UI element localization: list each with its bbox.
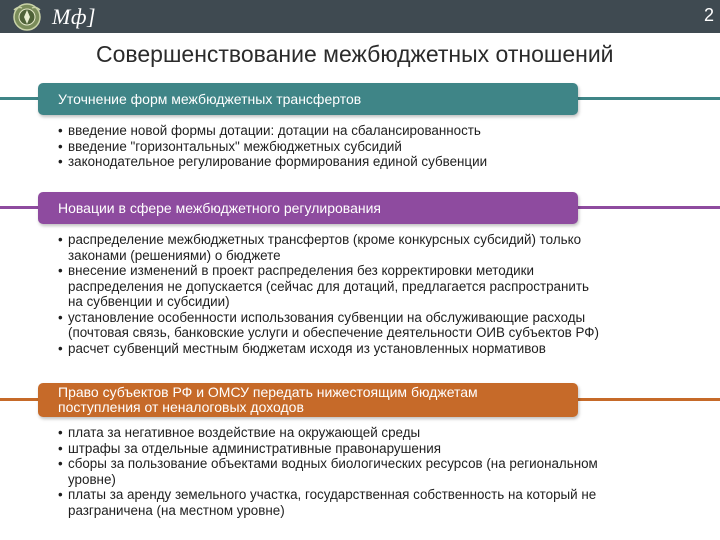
list-item: • законодательное регулирование формирования единой субвенции bbox=[58, 154, 487, 170]
list-item: • введение "горизонтальных" межбюджетных субсидий bbox=[58, 139, 487, 155]
section-heading-line: поступления от неналоговых доходов bbox=[58, 399, 304, 415]
bullet-list bbox=[58, 123, 487, 170]
list-item: • сборы за пользование объектами водных биологических ресурсов (на региональном уровне) bbox=[58, 456, 598, 487]
section-heading-line: Право субъектов РФ и ОМСУ передать нижестоящим бюджетам bbox=[58, 384, 478, 400]
emblem-icon bbox=[10, 2, 44, 32]
list-item: • плата за негативное воздействие на окружающей среды bbox=[58, 425, 598, 441]
section-banner bbox=[38, 383, 578, 417]
brand-label: Мф] bbox=[52, 4, 97, 29]
section-banner bbox=[38, 192, 578, 224]
list-item: • установление особенности использования субвенции на обслуживающие расходы (почтовая связь, банковские услуги и обеспечение деятельности ОИВ субъектов РФ) bbox=[58, 310, 599, 341]
list-item: • штрафы за отдельные административные правонарушения bbox=[58, 441, 598, 457]
section-heading: Новации в сфере межбюджетного регулирования bbox=[58, 200, 381, 216]
top-bar bbox=[0, 0, 720, 33]
page-number: 2 bbox=[703, 5, 714, 25]
bullet-list bbox=[58, 232, 599, 356]
section-heading: Уточнение форм межбюджетных трансфертов bbox=[58, 91, 362, 107]
list-item: • платы за аренду земельного участка, государственная собственность на который не разграничена (на местном уровне) bbox=[58, 487, 598, 518]
section-banner bbox=[38, 83, 578, 115]
page-title: Совершенствование межбюджетных отношений bbox=[96, 41, 614, 67]
list-item: • расчет субвенций местным бюджетам исходя из установленных нормативов bbox=[58, 341, 599, 357]
list-item: • распределение межбюджетных трансфертов (кроме конкурсных субсидий) только законами (решениями) о бюджете bbox=[58, 232, 599, 263]
list-item: • внесение изменений в проект распределения без корректировки методики распределения не допускается (сейчас для дотаций, предлагается распространить на субвенции и субсидии) bbox=[58, 263, 599, 310]
list-item: • введение новой формы дотации: дотации на сбалансированность bbox=[58, 123, 487, 139]
bullet-list bbox=[58, 425, 598, 518]
